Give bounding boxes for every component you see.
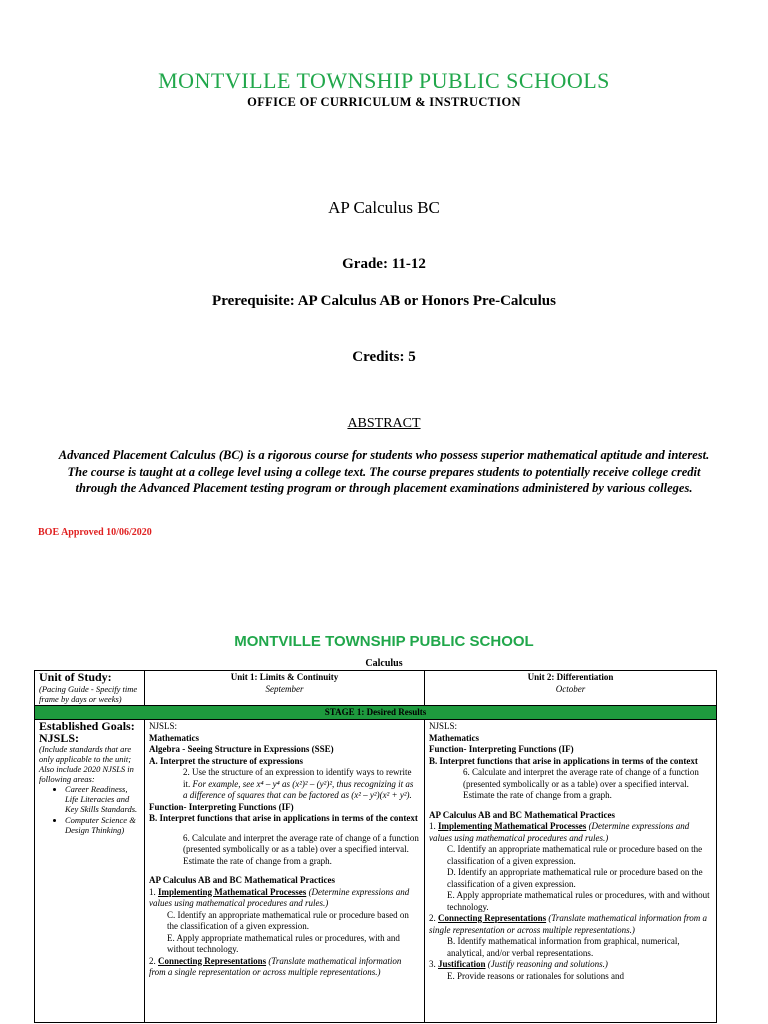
unit2-mp1-c: C. Identify an appropriate mathematical rule or procedure based on the classification of a given expression. [447, 844, 703, 866]
unit1-mp1-title: Implementing Mathematical Processes [158, 886, 307, 897]
unit1-mp1-e: E. Apply appropriate mathematical rules or procedures, with and without technology. [167, 932, 400, 954]
goals-row [35, 720, 717, 1023]
goals-areas-list [39, 784, 140, 835]
unit1-sse-2-text: 2. Use the structure of an expression to identify ways to rewrite it. [183, 767, 412, 789]
unit2-mp1-e: E. Apply appropriate mathematical rules or procedures, with and without technology. [447, 890, 710, 912]
unit1-mp1 [149, 887, 420, 910]
unit2-if-b: B. Interpret functions that arise in applications in terms of the context [429, 755, 698, 766]
unit-of-study-cell [35, 671, 145, 706]
abstract-text: Advanced Placement Calculus (BC) is a rigorous course for students who possess superior mathematical aptitude and interest. The course is taught at a college level using a college text. The course prepares students to potentially receive college credit through the Advanced Placement testing program or through placement examinations administered by various colleges. [58, 448, 710, 495]
goals-area-item: • Career Readiness, Life Literacies and Key Skills Standards. [65, 784, 140, 814]
unit1-if-b: B. Interpret functions that arise in applications in terms of the context [149, 813, 418, 823]
unit1-header-cell [145, 671, 425, 706]
unit2-mp2 [429, 913, 712, 936]
unit1-mp1-num: 1. [149, 886, 156, 897]
unit2-mp2-note: (Translate mathematical information from a single representation or across multiple representations.) [429, 913, 708, 935]
unit1-timeframe: September [265, 683, 304, 694]
unit2-ap-title: AP Calculus AB and BC Mathematical Practices [429, 809, 615, 820]
unit1-if-6: 6. Calculate and interpret the average rate of change of a function (presented symbolically or as a table) over a specified interval. Estimate the rate of change from a graph. [183, 832, 419, 866]
unit2-mp3-title: Justification [438, 959, 486, 969]
subject-heading: Calculus [365, 658, 403, 669]
unit-of-study-row [35, 671, 717, 706]
unit2-mp3-num: 3. [429, 959, 436, 969]
office-subtitle: OFFICE OF CURRICULUM & INSTRUCTION [247, 95, 521, 109]
prerequisite-line: Prerequisite: AP Calculus AB or Honors Pre-Calculus [212, 293, 556, 309]
unit2-mp1 [429, 821, 712, 844]
stage-label: STAGE 1: Desired Results [35, 705, 717, 720]
boe-approval-note: BOE Approved 10/06/2020 [38, 527, 152, 538]
unit1-math: Mathematics [149, 732, 199, 743]
district-title: MONTVILLE TOWNSHIP PUBLIC SCHOOLS [158, 68, 610, 93]
unit-of-study-note: (Pacing Guide - Specify time frame by days or weeks) [39, 683, 138, 704]
unit1-mp1-c: C. Identify an appropriate mathematical rule or procedure based on the classification of a given expression. [167, 909, 409, 931]
unit2-math: Mathematics [429, 732, 479, 743]
unit1-njsls: NJSLS: [149, 721, 178, 731]
unit2-title: Unit 2: Differentiation [527, 672, 614, 682]
unit1-sse-a: A. Interpret the structure of expressions [149, 755, 303, 766]
goals-area-item: • Computer Science & Design Thinking) [65, 815, 140, 835]
unit2-mp3-e: E. Provide reasons or rationales for solutions and [447, 970, 624, 981]
school-heading: MONTVILLE TOWNSHIP PUBLIC SCHOOL [234, 633, 534, 650]
unit1-mp2-num: 2. [149, 955, 156, 966]
unit1-ap-title: AP Calculus AB and BC Mathematical Practices [149, 875, 335, 885]
unit2-mp3 [429, 959, 712, 971]
unit2-if-6: 6. Calculate and interpret the average rate of change of a function (presented symbolically or as a table) over a specified interval. Estimate the rate of change from a graph. [463, 767, 699, 800]
unit1-mp2-title: Connecting Representations [158, 955, 267, 966]
unit2-if-title: Function- Interpreting Functions (IF) [429, 744, 574, 754]
unit-of-study-label: Unit of Study: [39, 670, 112, 684]
credits-line: Credits: 5 [352, 349, 416, 365]
unit1-mp1-note: (Determine expressions and values using mathematical procedures and rules.) [149, 886, 410, 908]
unit2-mp1-title: Implementing Mathematical Processes [438, 821, 587, 831]
grade-line: Grade: 11-12 [342, 256, 426, 272]
unit2-mp3-note: (Justify reasoning and solutions.) [487, 959, 608, 969]
unit1-mp2-note: (Translate mathematical information from a single representation or across multiple representations.) [149, 955, 402, 977]
stage-row [35, 705, 717, 720]
unit2-mp1-num: 1. [429, 821, 436, 831]
unit1-title: Unit 1: Limits & Continuity [230, 672, 339, 682]
goals-cell [35, 720, 145, 1023]
unit1-standards-cell [145, 720, 425, 1023]
unit1-sse-2 [149, 767, 420, 802]
goals-label: Established Goals: NJSLS: [39, 719, 135, 745]
unit2-mp2-b: B. Identify mathematical information from graphical, numerical, analytical, and/or verbal representations. [447, 936, 680, 958]
unit1-if-title: Function- Interpreting Functions (IF) [149, 801, 294, 812]
unit2-mp2-title: Connecting Representations [438, 913, 547, 923]
unit2-njsls: NJSLS: [429, 721, 458, 731]
unit2-header-cell [425, 671, 717, 706]
abstract-heading: ABSTRACT [347, 416, 421, 431]
unit1-sse-title: Algebra - Seeing Structure in Expressions (SSE) [149, 744, 334, 754]
unit2-mp2-num: 2. [429, 913, 436, 923]
unit1-mp2 [149, 956, 420, 979]
unit2-standards-cell [425, 720, 717, 1023]
unit1-sse-2-example: For example, see x⁴ – y⁴ as (x²)² – (y²)², thus recognizing it as a difference of squares that can be factored as (x² – y²)(x² + y²). [183, 778, 414, 800]
goals-note: (Include standards that are only applicable to the unit; Also include 2020 NJSLS in following areas: [39, 744, 134, 784]
unit2-mp1-note: (Determine expressions and values using mathematical procedures and rules.) [429, 821, 690, 843]
unit2-timeframe: October [555, 683, 586, 694]
unit2-mp1-d: D. Identify an appropriate mathematical rule or procedure based on the classification of a given expression. [447, 867, 703, 889]
course-title: AP Calculus BC [328, 198, 440, 217]
curriculum-table [34, 670, 717, 1023]
